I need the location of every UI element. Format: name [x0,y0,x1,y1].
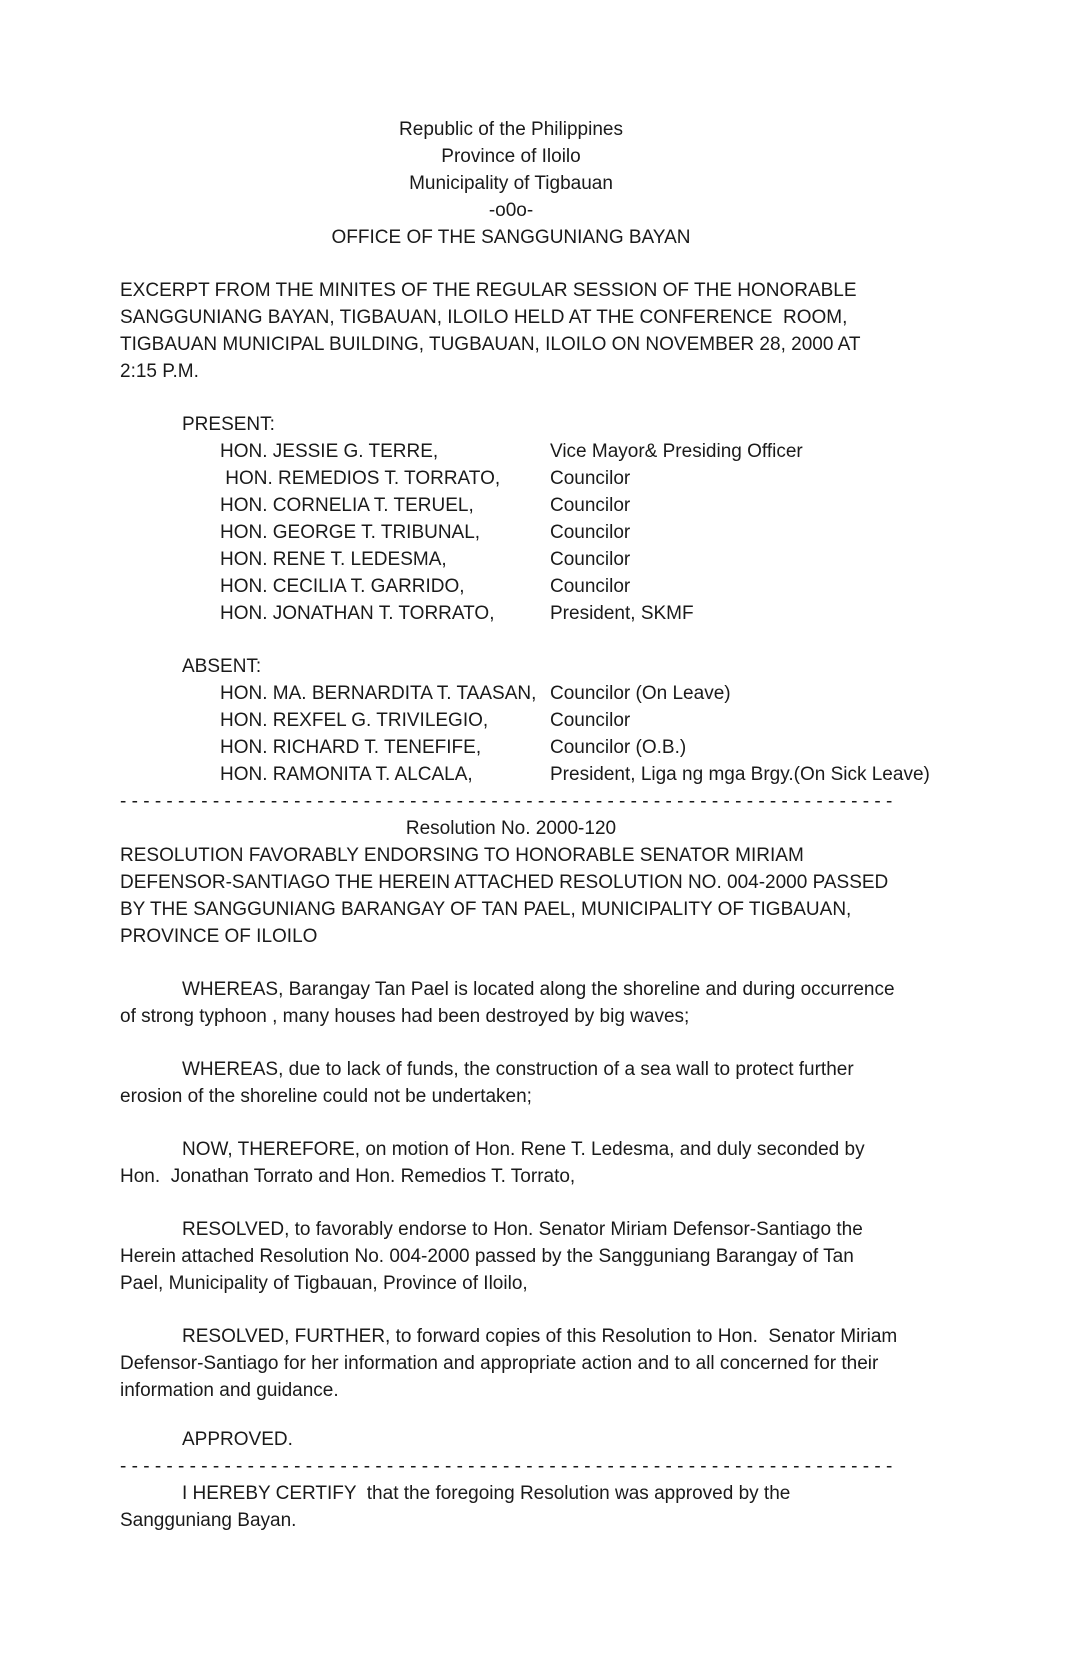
member-role: Councilor [550,522,631,543]
dashed-separator-bottom: - - - - - - - - - - - - - - - - - - - - - - - - - - - - - - - - - - - - - - - - - - - - - - - - - - - - - - - - - - - - - - - - - - - [120,1456,893,1477]
present-member-row [120,438,902,465]
member-role: Councilor [550,576,631,597]
header-line-office: OFFICE OF THE SANGGUNIANG BAYAN [331,227,691,248]
member-role: Councilor [550,495,631,516]
member-name: HON. CORNELIA T. TERUEL, [220,495,474,516]
member-name: HON. RICHARD T. TENEFIFE, [220,737,482,758]
member-name: HON. REXFEL G. TRIVILEGIO, [220,710,489,731]
member-name: HON. GEORGE T. TRIBUNAL, [220,522,481,543]
document-header [120,116,902,251]
present-member-row [120,519,902,546]
member-role: Councilor [550,468,631,489]
absent-label: ABSENT: [182,656,262,677]
absent-member-row [120,761,930,788]
member-name: HON. RENE T. LEDESMA, [220,549,447,570]
present-label: PRESENT: [182,414,275,435]
document-content [120,116,930,1534]
approved-line: APPROVED. [182,1429,293,1450]
dashed-separator-top: - - - - - - - - - - - - - - - - - - - - - - - - - - - - - - - - - - - - - - - - - - - - - - - - - - - - - - - - - - - - - - - - - - - [120,791,893,812]
absent-member-row [120,680,902,707]
whereas-paragraph-1: WHEREAS, Barangay Tan Pael is located along the shoreline and during occurrence of strong typhoon , many houses had been destroyed by big waves; [120,979,900,1027]
member-name: HON. REMEDIOS T. TORRATO, [220,468,501,489]
member-role: Vice Mayor& Presiding Officer [550,441,803,462]
header-line-municipality: Municipality of Tigbauan [409,173,613,194]
member-name: HON. JESSIE G. TERRE, [220,441,439,462]
header-line-o0o: -o0o- [488,200,534,221]
resolved-further-paragraph: RESOLVED, FURTHER, to forward copies of this Resolution to Hon. Senator Miriam Defensor-Santiago for her information and appropriate action and to all concerned for their information and guidance. [120,1326,903,1401]
member-name: HON. CECILIA T. GARRIDO, [220,576,465,597]
header-line-republic: Republic of the Philippines [399,119,623,140]
whereas-paragraph-2: WHEREAS, due to lack of funds, the construction of a sea wall to protect further erosion of the shoreline could not be undertaken; [120,1059,859,1107]
member-role: Councilor (O.B.) [550,737,687,758]
now-therefore-paragraph: NOW, THEREFORE, on motion of Hon. Rene T. Ledesma, and duly seconded by Hon. Jonathan Torrato and Hon. Remedios T. Torrato, [120,1139,870,1187]
resolved-paragraph: RESOLVED, to favorably endorse to Hon. Senator Miriam Defensor-Santiago the Herein attached Resolution No. 004-2000 passed by the Sangguniang Barangay of Tan Pael, Municipality of Tigbauan, Province of Iloilo, [120,1219,869,1294]
resolution-number: Resolution No. 2000-120 [405,818,617,839]
certification-line: I HEREBY CERTIFY that the foregoing Resolution was approved by the Sangguniang Bayan. [120,1483,796,1531]
absent-member-row [120,734,902,761]
absent-member-row [120,707,902,734]
member-name: HON. MA. BERNARDITA T. TAASAN, [220,683,537,704]
member-role: President, SKMF [550,603,694,624]
member-name: HON. JONATHAN T. TORRATO, [220,603,495,624]
present-member-row [120,573,902,600]
member-role: Councilor (On Leave) [550,683,731,704]
present-member-row [120,465,902,492]
member-name: HON. RAMONITA T. ALCALA, [220,764,473,785]
present-member-row [120,600,902,627]
member-role: Councilor [550,549,631,570]
header-line-province: Province of Iloilo [441,146,581,167]
resolution-title: RESOLUTION FAVORABLY ENDORSING TO HONORABLE SENATOR MIRIAM DEFENSOR-SANTIAGO THE HEREIN ATTACHED RESOLUTION NO. 004-2000 PASSED BY THE SANGGUNIANG BARANGAY OF TAN PAEL, MUNICIPALITY OF TIGBAUAN, PROVINCE OF ILOILO [120,845,894,947]
present-member-row [120,492,902,519]
excerpt-paragraph: EXCERPT FROM THE MINITES OF THE REGULAR SESSION OF THE HONORABLE SANGGUNIANG BAYAN, TIGBAUAN, ILOILO HELD AT THE CONFERENCE ROOM, TIGBAUAN MUNICIPAL BUILDING, TUGBAUAN, ILOILO ON NOVEMBER 28, 2000 AT 2:15 P.M. [120,280,866,382]
member-role: President, Liga ng mga Brgy.(On Sick Leave) [550,764,930,785]
member-role: Councilor [550,710,631,731]
present-member-row [120,546,902,573]
